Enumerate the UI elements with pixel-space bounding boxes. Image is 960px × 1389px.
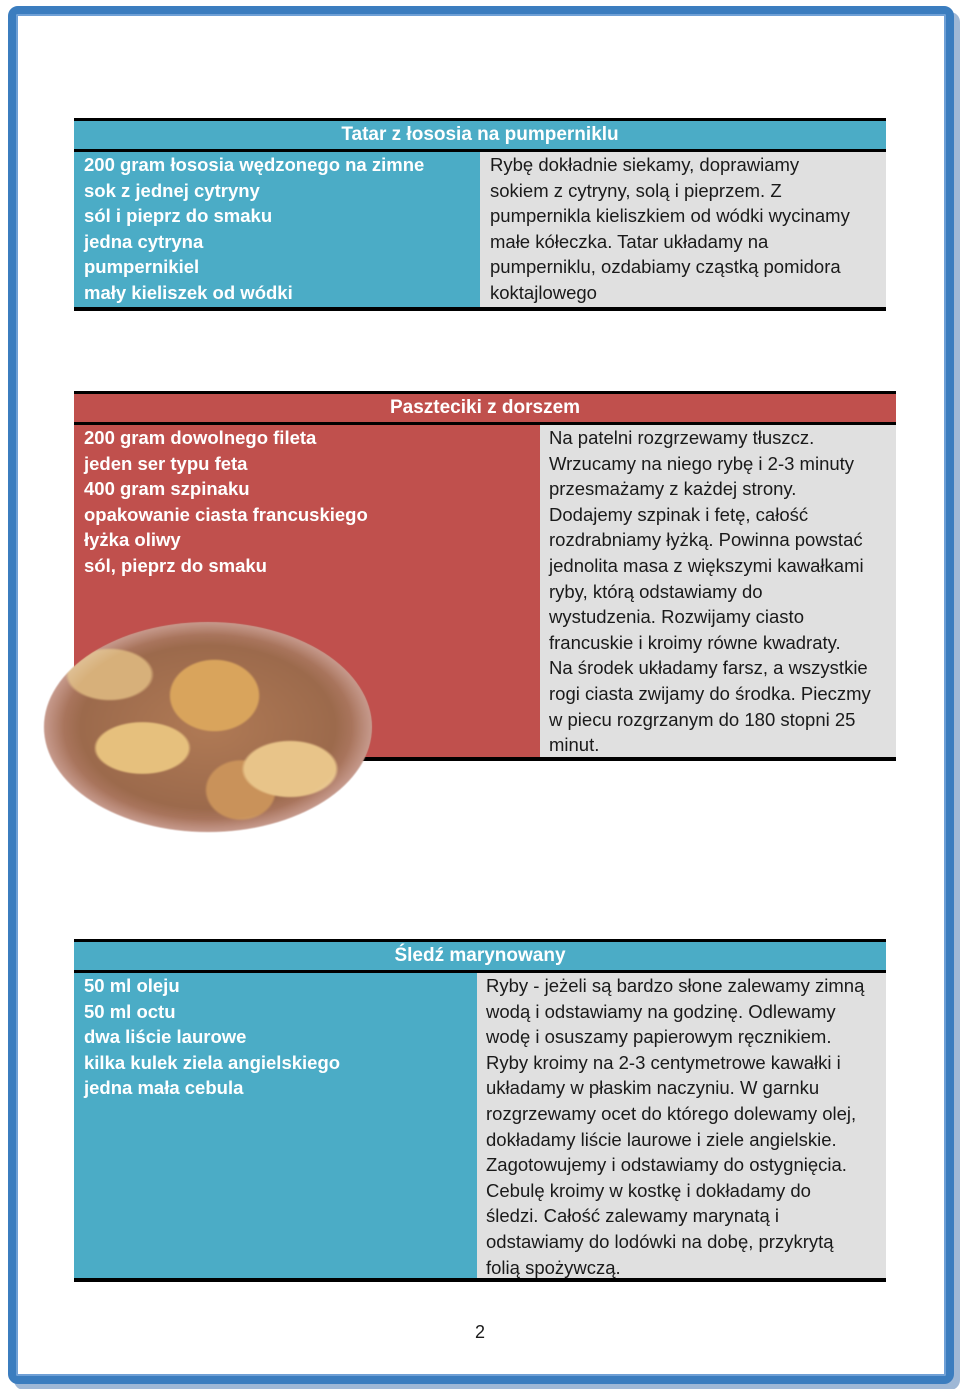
preparation-line: małe kółeczka. Tatar układamy na (490, 230, 769, 252)
preparation-line: minut. (549, 734, 600, 756)
ingredients-list (74, 973, 477, 1278)
preparation-line: Cebulę kroimy w kostkę i dokładamy do (486, 1179, 811, 1201)
preparation-line: Rybę dokładnie siekamy, doprawiamy (490, 154, 800, 175)
ingredient-item: jeden ser typu feta (84, 452, 248, 474)
preparation-line: dokładamy liście laurowe i ziele angielskie. (486, 1128, 837, 1150)
ingredient-item: łyżka oliwy (84, 529, 181, 551)
preparation-line: sokiem z cytryny, solą i pieprzem. Z (490, 179, 782, 201)
preparation-line: w piecu rozgrzanym do 180 stopni 25 (549, 708, 856, 730)
preparation-line: folią spożywczą. (486, 1256, 621, 1278)
preparation-line: Wrzucamy na niego rybę i 2-3 minuty (549, 452, 855, 474)
preparation-line: rogi ciasta zwijamy do środka. Pieczmy (549, 682, 871, 704)
recipe-card-sledz (74, 939, 886, 1284)
preparation-line: wystudzenia. Rozwijamy ciasto (549, 606, 804, 628)
preparation-line: śledzi. Całość zalewamy marynatą i (486, 1205, 780, 1227)
preparation-text (480, 152, 886, 307)
ingredient-item: 50 ml octu (84, 1000, 176, 1022)
recipe-title: Tatar z łososia na pumperniklu (74, 118, 886, 152)
preparation-line: rozdrabniamy łyżką. Powinna powstać (549, 529, 863, 551)
ingredients-list (74, 152, 480, 307)
preparation-line: jednolita masa z większymi kawałkami (549, 554, 864, 576)
ingredient-item: 400 gram szpinaku (84, 478, 250, 500)
preparation-text (477, 973, 886, 1278)
preparation-line: odstawiamy do lodówki na dobę, przykrytą (486, 1230, 834, 1252)
preparation-line: rozgrzewamy ocet do którego dolewamy olej, (486, 1102, 857, 1124)
preparation-line: ryby, którą odstawiamy do (549, 580, 763, 602)
ingredient-item: dwa liście laurowe (84, 1026, 247, 1048)
preparation-line: układamy w płaskim naczyniu. W garnku (486, 1077, 820, 1099)
preparation-line: pumpernikla kieliszkiem od wódki wycinamy (490, 205, 850, 227)
recipe-title: Paszteciki z dorszem (74, 391, 896, 425)
recipe-title: Śledź marynowany (74, 939, 886, 973)
preparation-line: przesmażamy z każdej strony. (549, 478, 797, 500)
ingredient-item: sok z jednej cytryny (84, 179, 260, 201)
preparation-line: koktajlowego (490, 281, 597, 303)
preparation-line: Zagotowujemy i odstawiamy do ostygnięcia. (486, 1154, 847, 1176)
preparation-line: Ryby - jeżeli są bardzo słone zalewamy zimną (486, 975, 865, 996)
ingredient-item: opakowanie ciasta francuskiego (84, 503, 368, 525)
ingredient-item: kilka kulek ziela angielskiego (84, 1051, 341, 1073)
preparation-line: pumperniklu, ozdabiamy cząstką pomidora (490, 256, 841, 278)
preparation-line: Na patelni rozgrzewamy tłuszcz. (549, 427, 815, 448)
ingredient-item: sól i pieprz do smaku (84, 205, 273, 227)
ingredient-item: 200 gram dowolnego fileta (84, 427, 317, 448)
page-number: 2 (474, 1322, 485, 1342)
preparation-line: wodą i odstawiamy na godzinę. Odlewamy (486, 1000, 836, 1022)
ingredient-item: jedna mała cebula (84, 1077, 244, 1099)
preparation-line: Dodajemy szpinak i fetę, całość (549, 503, 809, 525)
divider (74, 307, 886, 311)
divider (74, 1278, 886, 1282)
preparation-line: Na środek układamy farsz, a wszystkie (549, 657, 868, 679)
ingredient-item: 200 gram łososia wędzonego na zimne (84, 154, 425, 175)
ingredient-item: pumpernikiel (84, 256, 200, 278)
preparation-text (540, 425, 896, 757)
preparation-line: francuskie i kroimy równe kwadraty. (549, 631, 841, 653)
ingredient-item: sól, pieprz do smaku (84, 554, 267, 576)
ingredient-item: jedna cytryna (84, 230, 204, 252)
ingredient-item: mały kieliszek od wódki (84, 281, 293, 303)
preparation-line: Ryby kroimy na 2-3 centymetrowe kawałki i (486, 1051, 841, 1073)
food-photo-vignette (44, 622, 372, 832)
ingredient-item: 50 ml oleju (84, 975, 180, 996)
recipe-card-tatar (74, 118, 886, 312)
preparation-line: wodę i osuszamy papierowym ręcznikiem. (486, 1026, 832, 1048)
